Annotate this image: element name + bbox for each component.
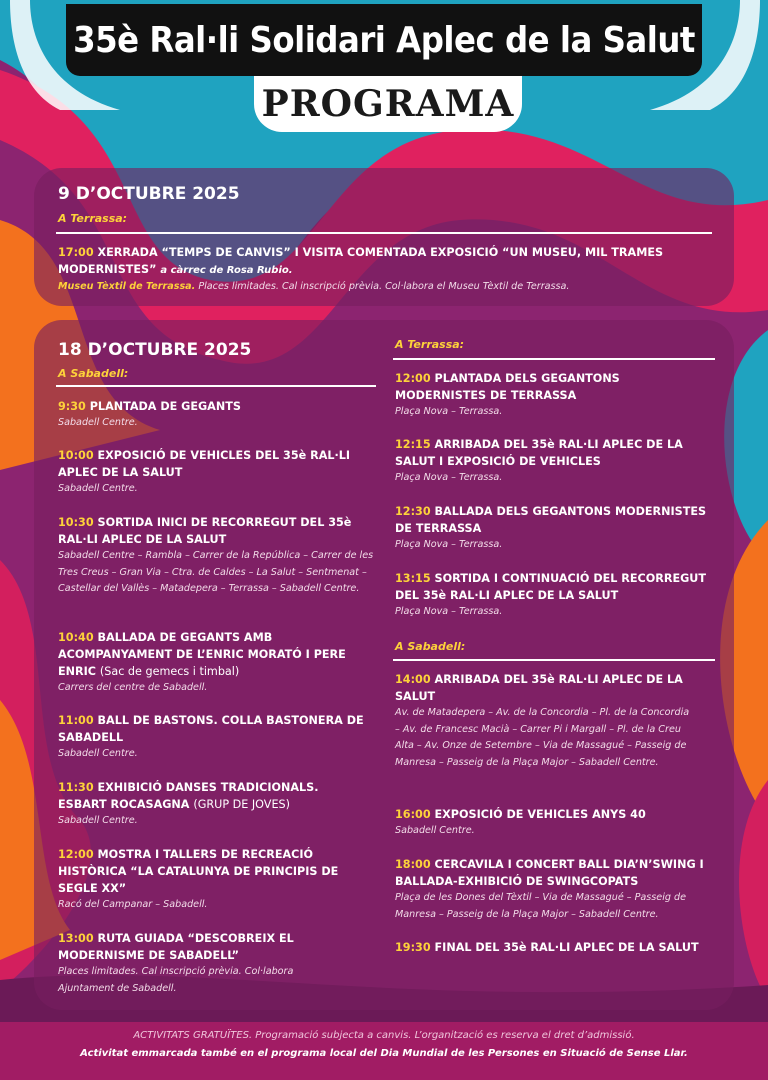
event-title: SORTIDA I CONTINUACIÓ DEL RECORREGUT DEL 35è RAL·LI APLEC DE LA SALUT <box>395 572 707 602</box>
list-item <box>58 398 376 432</box>
day1-date: 9 D’OCTUBRE 2025 <box>58 184 240 204</box>
event-location: Sabadell Centre. <box>395 825 475 836</box>
divider <box>56 232 712 234</box>
event-time: 12:00 <box>58 848 94 861</box>
list-item <box>58 514 380 598</box>
event-time: 14:00 <box>395 673 431 686</box>
footer <box>0 1022 768 1080</box>
event-location: Sabadell Centre. <box>58 748 138 759</box>
event-time: 19:30 <box>395 941 431 954</box>
event-location: Plaça Nova – Terrassa. <box>395 539 503 550</box>
event-title: BALLADA DELS GEGANTONS MODERNISTES DE TERRASSA <box>395 505 707 535</box>
event-location: Carrers del centre de Sabadell. <box>58 682 208 693</box>
event-title: MOSTRA I TALLERS DE RECREACIÓ HISTÒRICA “LA CATALUNYA DE PRINCIPIS DE SEGLE XX” <box>58 848 339 895</box>
event-time: 10:00 <box>58 449 94 462</box>
event-note: Places limitades. Cal inscripció prèvia. Col·labora el Museu Tèxtil de Terrassa. <box>198 281 570 292</box>
list-item <box>395 856 717 923</box>
page-subtitle: PROGRAMA <box>261 83 515 125</box>
event-title: BALLADA DE GEGANTS AMB ACOMPANYAMENT DE L’ENRIC MORATÓ I PERE ENRIC <box>58 631 346 678</box>
day2-right-place-sabadell: A Sabadell: <box>395 640 466 653</box>
list-item <box>395 806 715 840</box>
list-item <box>58 712 370 763</box>
subtitle-banner <box>254 76 522 132</box>
list-item <box>58 447 358 498</box>
event-location: Sabadell Centre. <box>58 483 138 494</box>
list-item <box>58 629 358 697</box>
event-title: PLANTADA DELS GEGANTONS MODERNISTES DE TERRASSA <box>395 372 620 402</box>
day2-left-place: A Sabadell: <box>58 367 129 380</box>
event-title: FINAL DEL 35è RAL·LI APLEC DE LA SALUT <box>434 941 699 954</box>
event-location: Racó del Campanar – Sabadell. <box>58 899 208 910</box>
list-item <box>58 930 318 997</box>
event-extra: (Sac de gemecs i timbal) <box>99 665 240 678</box>
event-title: XERRADA “TEMPS DE CANVIS” I VISITA COMENTADA EXPOSICIÓ “UN MUSEU, MIL TRAMES MODERNISTES” <box>58 246 664 276</box>
event-location: Sabadell Centre. <box>58 417 138 428</box>
event-time: 16:00 <box>395 808 431 821</box>
day2-date: 18 D’OCTUBRE 2025 <box>58 340 252 360</box>
event-extra: (GRUP DE JOVES) <box>193 798 290 811</box>
event-title: ARRIBADA DEL 35è RAL·LI APLEC DE LA SALUT I EXPOSICIÓ DE VEHICLES <box>395 438 683 468</box>
footer-note-bold: Activitat emmarcada també en el programa local del Dia Mundial de les Persones en Situació de Sense Llar. <box>80 1048 688 1059</box>
list-item <box>395 570 715 621</box>
day1-event <box>58 244 698 296</box>
event-location: Plaça de les Dones del Tèxtil – Via de Massagué – Passeig de Manresa – Passeig de la Plaça Major – Sabadell Centre. <box>395 892 686 920</box>
title-banner <box>66 4 702 76</box>
event-time: 12:15 <box>395 438 431 451</box>
event-title: EXPOSICIÓ DE VEHICLES DEL 35è RAL·LI APLEC DE LA SALUT <box>58 449 351 479</box>
event-time: 11:00 <box>58 714 94 727</box>
event-time: 13:00 <box>58 932 94 945</box>
event-time: 10:30 <box>58 516 94 529</box>
event-location: Av. de Matadepera – Av. de la Concordia – Pl. de la Concordia – Av. de Francesc Macià – Carrer Pi i Margall – Pl. de la Creu Alta – Av. Onze de Setembre – Via de Massagué – Passeig de Manresa – Passeig de la Plaça Major – Sabadell Centre. <box>395 707 690 768</box>
page-title: 35è Ral·li Solidari Aplec de la Salut <box>73 19 695 61</box>
event-location: Plaça Nova – Terrassa. <box>395 472 503 483</box>
event-time: 13:15 <box>395 572 431 585</box>
event-time: 12:30 <box>395 505 431 518</box>
day1-place: A Terrassa: <box>58 212 128 225</box>
list-item <box>395 671 695 771</box>
event-title: RUTA GUIADA “DESCOBREIX EL MODERNISME DE SABADELL” <box>58 932 294 962</box>
event-title: ARRIBADA DEL 35è RAL·LI APLEC DE LA SALUT <box>395 673 683 703</box>
footer-note: ACTIVITATS GRATUÏTES. Programació subjecta a canvis. L’organització es reserva el dret d’admissió. <box>133 1030 635 1041</box>
event-location: Plaça Nova – Terrassa. <box>395 406 503 417</box>
event-time: 9:30 <box>58 400 86 413</box>
list-item <box>58 779 358 830</box>
event-title: SORTIDA INICI DE RECORREGUT DEL 35è RAL·LI APLEC DE LA SALUT <box>58 516 352 546</box>
event-location: Plaça Nova – Terrassa. <box>395 606 503 617</box>
event-time: 11:30 <box>58 781 94 794</box>
list-item <box>395 939 717 956</box>
list-item <box>395 503 715 554</box>
event-by: a càrrec de Rosa Rubio. <box>160 265 293 276</box>
event-venue: Museu Tèxtil de Terrassa. <box>58 281 196 292</box>
event-time: 12:00 <box>395 372 431 385</box>
list-item <box>395 370 685 421</box>
divider <box>393 358 715 360</box>
event-time: 10:40 <box>58 631 94 644</box>
event-location: Places limitades. Cal inscripció prèvia. Col·labora Ajuntament de Sabadell. <box>58 966 294 994</box>
list-item <box>58 846 358 914</box>
event-time: 18:00 <box>395 858 431 871</box>
day2-right-place-terrassa: A Terrassa: <box>395 338 465 351</box>
divider <box>56 385 376 387</box>
divider <box>393 659 715 661</box>
event-title: BALL DE BASTONS. COLLA BASTONERA DE SABADELL <box>58 714 364 744</box>
event-time: 17:00 <box>58 246 94 259</box>
list-item <box>395 436 695 487</box>
event-location: Sabadell Centre. <box>58 815 138 826</box>
event-location: Sabadell Centre – Rambla – Carrer de la República – Carrer de les Tres Creus – Gran Via – Ctra. de Caldes – La Salut – Sentmenat – Castellar del Vallès – Matadepera – Terrassa – Sabadell Centre. <box>58 550 374 594</box>
event-title: EXHIBICIÓ DANSES TRADICIONALS. ESBART ROCASAGNA <box>58 781 319 811</box>
event-title: PLANTADA DE GEGANTS <box>89 400 241 413</box>
event-title: EXPOSICIÓ DE VEHICLES ANYS 40 <box>434 808 646 821</box>
event-title: CERCAVILA I CONCERT BALL DIA’N’SWING I BALLADA-EXHIBICIÓ DE SWINGCOPATS <box>395 858 704 888</box>
